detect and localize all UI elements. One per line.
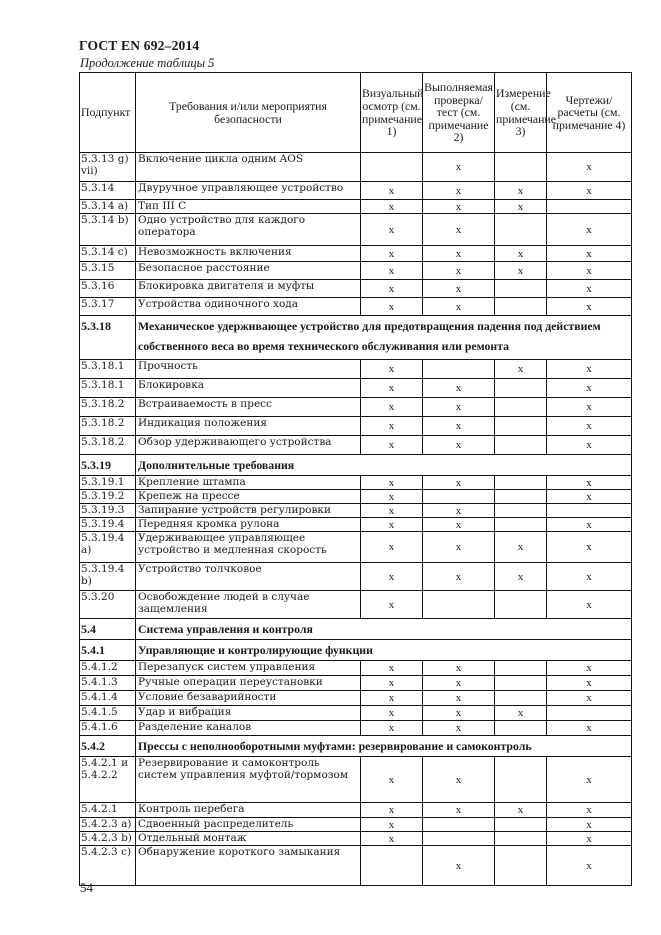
subclause-cell: 5.4.2.1 [80,803,136,818]
visual-mark: x [361,246,423,262]
requirement-cell: Освобождение людей в случае защемления [136,591,361,619]
requirement-cell: Обзор удерживающего устройства [136,436,361,455]
subclause-cell: 5.3.20 [80,591,136,619]
requirement-cell: Отдельный монтаж [136,832,361,846]
section-title: Управляющие и контролирующие функции [136,640,632,661]
requirement-cell: Устройства одиночного хода [136,298,361,316]
measure-mark [495,661,547,676]
subclause-cell: 5.3.19.1 [80,476,136,490]
visual-mark: x [361,262,423,280]
drawing-mark: x [547,417,632,436]
subclause-cell: 5.4.1.6 [80,721,136,736]
measure-mark [495,591,547,619]
test-mark: x [423,436,495,455]
measure-mark: x [495,532,547,563]
table-row [80,200,632,214]
measure-mark [495,721,547,736]
table-row [80,591,632,619]
table-row [80,803,632,818]
drawing-mark [547,200,632,214]
section-title: Дополнительные требования [136,455,632,476]
table-row [80,214,632,246]
drawing-mark: x [547,436,632,455]
measure-mark: x [495,360,547,379]
visual-mark: x [361,661,423,676]
test-mark: x [423,518,495,532]
subclause-cell: 5.3.13 g) vii) [80,153,136,182]
subclause-cell: 5.4.1.4 [80,691,136,706]
requirement-cell: Условие безаварийности [136,691,361,706]
test-mark: x [423,476,495,490]
requirement-cell: Включение цикла одним AOS [136,153,361,182]
table-row [80,532,632,563]
subclause-cell: 5.3.18.2 [80,417,136,436]
subclause-cell: 5.3.19.4 a) [80,532,136,563]
requirement-cell: Передняя кромка рулона [136,518,361,532]
table-row [80,661,632,676]
visual-mark: x [361,563,423,591]
test-mark: x [423,706,495,721]
measure-mark [495,476,547,490]
test-mark: x [423,721,495,736]
verification-table [79,72,632,886]
test-mark: x [423,563,495,591]
visual-mark: x [361,476,423,490]
table-row [80,153,632,182]
table-header-row [80,73,632,153]
drawing-mark: x [547,360,632,379]
subclause-cell: 5.3.19.2 [80,490,136,504]
section-row [80,736,632,757]
table-row [80,379,632,398]
requirement-cell: Крепеж на прессе [136,490,361,504]
visual-mark: x [361,214,423,246]
header-measurement: Измерение (см. примечание 3) [495,73,547,153]
subclause-cell: 5.4.1.3 [80,676,136,691]
test-mark: x [423,182,495,200]
drawing-mark: x [547,691,632,706]
table-row [80,706,632,721]
subclause-cell: 5.3.16 [80,280,136,298]
table-row [80,298,632,316]
subclause-cell: 5.4.1.2 [80,661,136,676]
requirement-cell: Сдвоенный распределитель [136,818,361,832]
test-mark: x [423,532,495,563]
table-row [80,398,632,417]
measure-mark: x [495,803,547,818]
drawing-mark: x [547,661,632,676]
section-code: 5.4.1 [80,640,136,661]
subclause-cell: 5.3.14 c) [80,246,136,262]
subclause-cell: 5.3.19.4 b) [80,563,136,591]
table-body [80,153,632,886]
header-drawings: Чертежи/расчеты (см. примечание 4) [547,73,632,153]
requirement-cell: Контроль перебега [136,803,361,818]
test-mark: x [423,661,495,676]
section-code: 5.3.19 [80,455,136,476]
visual-mark: x [361,436,423,455]
requirement-cell: Тип III C [136,200,361,214]
measure-mark: x [495,200,547,214]
requirement-cell: Запирание устройств регулировки [136,504,361,518]
requirement-cell: Блокировка двигателя и муфты [136,280,361,298]
test-mark [423,490,495,504]
section-row [80,640,632,661]
drawing-mark: x [547,214,632,246]
measure-mark [495,153,547,182]
drawing-mark: x [547,182,632,200]
table-row [80,676,632,691]
visual-mark: x [361,200,423,214]
table-row [80,757,632,803]
visual-mark: x [361,360,423,379]
measure-mark [495,757,547,803]
requirement-cell: Безопасное расстояние [136,262,361,280]
measure-mark [495,518,547,532]
subclause-cell: 5.3.19.4 [80,518,136,532]
visual-mark: x [361,182,423,200]
visual-mark [361,153,423,182]
visual-mark: x [361,532,423,563]
drawing-mark: x [547,757,632,803]
requirement-cell: Ручные операции переустановки [136,676,361,691]
section-code: 5.4 [80,619,136,640]
header-test: Выполняемая проверка/тест (см. примечание 2) [423,73,495,153]
requirement-cell: Прочность [136,360,361,379]
measure-mark [495,818,547,832]
test-mark: x [423,298,495,316]
requirement-cell: Обнаружение короткого замыкания [136,846,361,886]
drawing-mark: x [547,153,632,182]
visual-mark: x [361,832,423,846]
measure-mark [495,214,547,246]
subclause-cell: 5.3.14 a) [80,200,136,214]
table-row [80,832,632,846]
subclause-cell: 5.3.14 b) [80,214,136,246]
test-mark: x [423,803,495,818]
drawing-mark: x [547,676,632,691]
table-row [80,280,632,298]
requirement-cell: Одно устройство для каждого оператора [136,214,361,246]
measure-mark [495,280,547,298]
test-mark: x [423,246,495,262]
visual-mark: x [361,280,423,298]
test-mark: x [423,417,495,436]
page-number: 54 [80,880,93,895]
section-row [80,455,632,476]
drawing-mark: x [547,532,632,563]
requirement-cell: Резервирование и самоконтроль систем управления муфтой/тормозом [136,757,361,803]
drawing-mark [547,504,632,518]
test-mark: x [423,200,495,214]
test-mark: x [423,398,495,417]
drawing-mark: x [547,476,632,490]
table-row [80,691,632,706]
visual-mark: x [361,721,423,736]
visual-mark: x [361,379,423,398]
drawing-mark: x [547,398,632,417]
subclause-cell: 5.3.19.3 [80,504,136,518]
table-row [80,360,632,379]
measure-mark: x [495,563,547,591]
drawing-mark: x [547,379,632,398]
test-mark: x [423,214,495,246]
requirement-cell: Невозможность включения [136,246,361,262]
table-row [80,563,632,591]
drawing-mark: x [547,490,632,504]
subclause-cell: 5.4.2.1 и 5.4.2.2 [80,757,136,803]
measure-mark [495,417,547,436]
subclause-cell: 5.3.18.2 [80,436,136,455]
measure-mark [495,691,547,706]
test-mark [423,591,495,619]
subclause-cell: 5.3.18.1 [80,360,136,379]
measure-mark [495,379,547,398]
subclause-cell: 5.3.18.1 [80,379,136,398]
header-subclause: Подпункт [80,73,136,153]
requirement-cell: Устройство толчковое [136,563,361,591]
visual-mark: x [361,691,423,706]
visual-mark: x [361,591,423,619]
drawing-mark: x [547,721,632,736]
subclause-cell: 5.4.2.3 c) [80,846,136,886]
requirement-cell: Двуручное управляющее устройство [136,182,361,200]
subclause-cell: 5.4.2.3 b) [80,832,136,846]
requirement-cell: Индикация положения [136,417,361,436]
visual-mark: x [361,757,423,803]
table-continuation-caption: Продолжение таблицы 5 [80,56,215,70]
visual-mark: x [361,818,423,832]
test-mark: x [423,757,495,803]
test-mark: x [423,691,495,706]
subclause-cell: 5.3.17 [80,298,136,316]
visual-mark: x [361,398,423,417]
visual-mark: x [361,518,423,532]
visual-mark: x [361,298,423,316]
section-code: 5.3.18 [80,316,136,360]
drawing-mark: x [547,563,632,591]
section-title: Прессы с неполнооборотными муфтами: резервирование и самоконтроль [136,736,632,757]
measure-mark [495,676,547,691]
table-row [80,476,632,490]
table-row [80,504,632,518]
table-row [80,818,632,832]
measure-mark [495,504,547,518]
requirement-cell: Разделение каналов [136,721,361,736]
header-requirement: Требования и/или мероприятия безопасности [136,73,361,153]
measure-mark [495,298,547,316]
requirement-cell: Перезапуск систем управления [136,661,361,676]
requirement-cell: Удар и вибрация [136,706,361,721]
requirement-cell: Блокировка [136,379,361,398]
test-mark [423,832,495,846]
test-mark: x [423,379,495,398]
table-row [80,436,632,455]
measure-mark [495,490,547,504]
drawing-mark: x [547,518,632,532]
measure-mark [495,436,547,455]
section-row [80,619,632,640]
table-row [80,721,632,736]
subclause-cell: 5.4.1.5 [80,706,136,721]
drawing-mark: x [547,591,632,619]
table-row [80,262,632,280]
requirement-cell: Крепление штампа [136,476,361,490]
section-code: 5.4.2 [80,736,136,757]
drawing-mark: x [547,818,632,832]
section-title: Система управления и контроля [136,619,632,640]
drawing-mark [547,706,632,721]
visual-mark: x [361,676,423,691]
document-title: ГОСТ EN 692–2014 [79,38,200,53]
header-visual-inspection: Визуальный осмотр (см. примечание 1) [361,73,423,153]
subclause-cell: 5.4.2.3 a) [80,818,136,832]
subclause-cell: 5.3.15 [80,262,136,280]
drawing-mark: x [547,803,632,818]
test-mark: x [423,676,495,691]
test-mark: x [423,262,495,280]
subclause-cell: 5.3.18.2 [80,398,136,417]
drawing-mark: x [547,246,632,262]
visual-mark [361,846,423,886]
table-row [80,490,632,504]
test-mark [423,818,495,832]
visual-mark: x [361,803,423,818]
drawing-mark: x [547,262,632,280]
drawing-mark: x [547,280,632,298]
table-row [80,182,632,200]
table-row [80,246,632,262]
measure-mark [495,832,547,846]
drawing-mark: x [547,832,632,846]
visual-mark: x [361,504,423,518]
test-mark: x [423,846,495,886]
visual-mark: x [361,490,423,504]
test-mark [423,360,495,379]
measure-mark [495,846,547,886]
measure-mark: x [495,182,547,200]
measure-mark [495,398,547,417]
drawing-mark: x [547,298,632,316]
visual-mark: x [361,706,423,721]
section-title: Механическое удерживающее устройство для предотвращения падения под действием собственного веса во время технического обслуживания или ремонта [136,316,632,360]
test-mark: x [423,280,495,298]
requirement-cell: Удерживающее управляющее устройство и медленная скорость [136,532,361,563]
test-mark: x [423,153,495,182]
measure-mark: x [495,262,547,280]
drawing-mark: x [547,846,632,886]
test-mark: x [423,504,495,518]
measure-mark: x [495,246,547,262]
table-row [80,417,632,436]
visual-mark: x [361,417,423,436]
measure-mark: x [495,706,547,721]
requirement-cell: Встраиваемость в пресс [136,398,361,417]
table-row [80,846,632,886]
section-row [80,316,632,360]
subclause-cell: 5.3.14 [80,182,136,200]
table-row [80,518,632,532]
